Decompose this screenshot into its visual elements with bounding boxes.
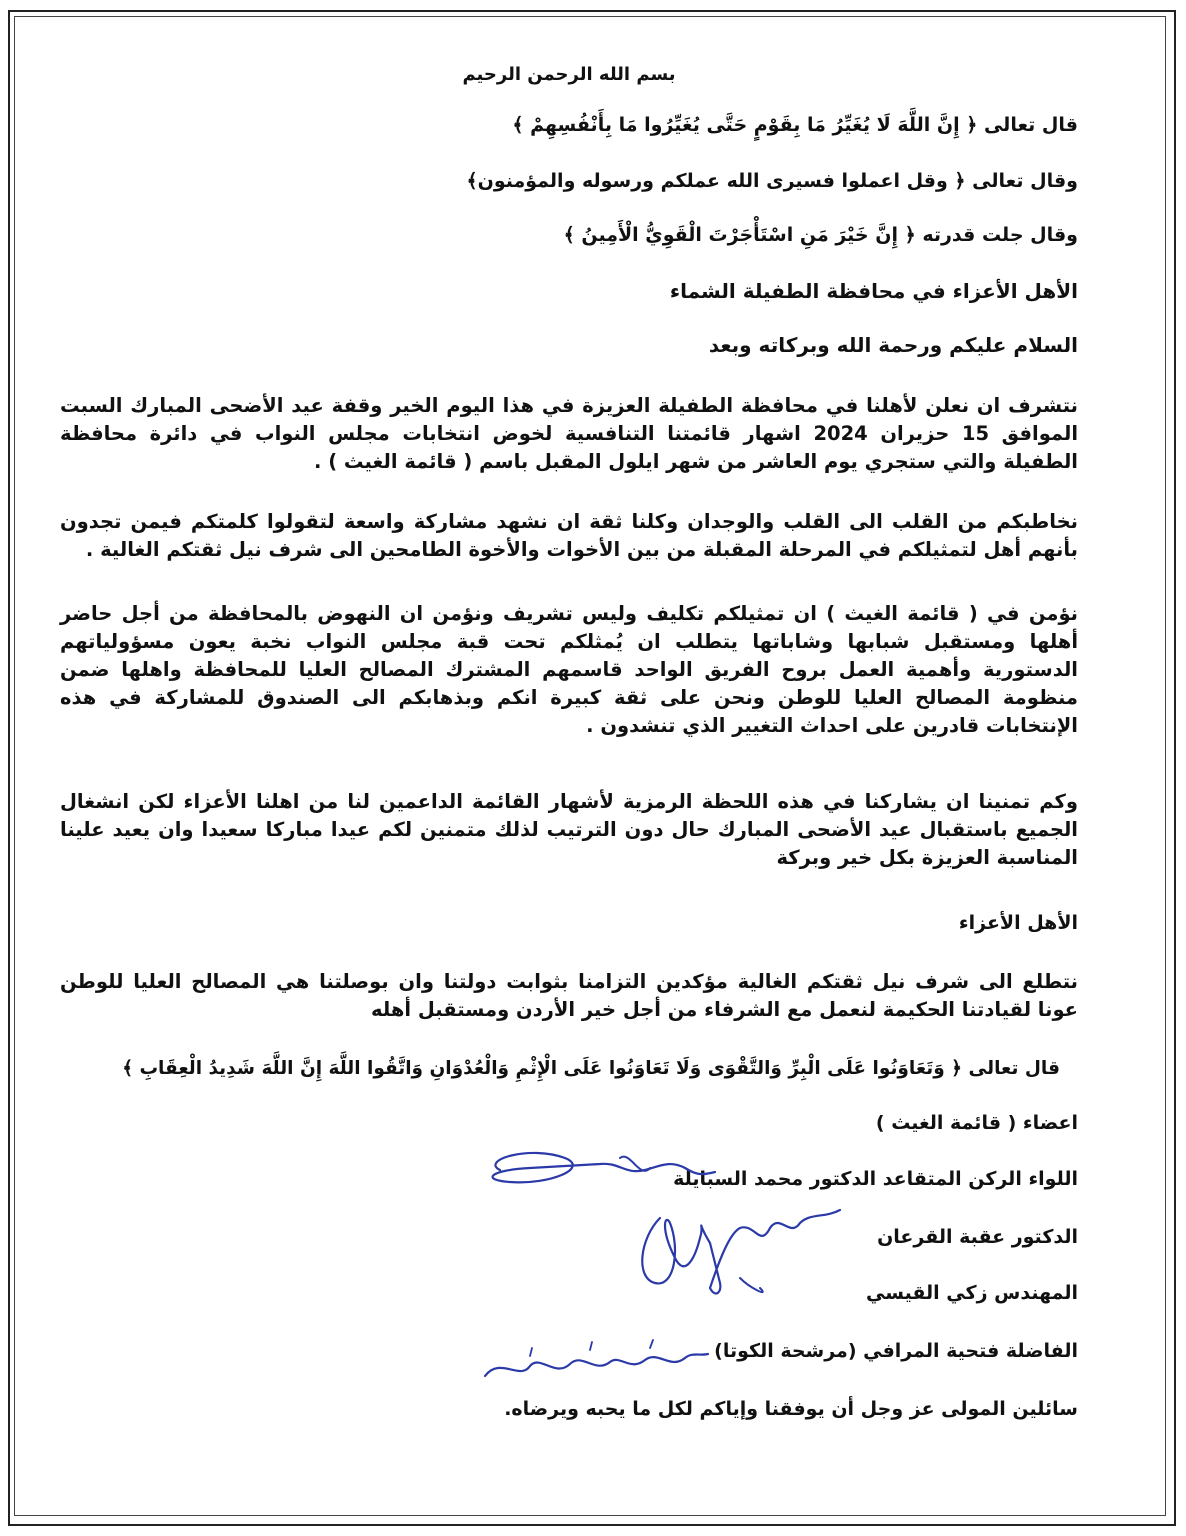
paragraph-announcement: نتشرف ان نعلن لأهلنا في محافظة الطفيلة العزيزة في هذا اليوم الخير وقفة عيد الأضحى المبارك السبت الموافق 15 حزيران 2024 اشهار قائمتنا التنافسية لخوض انتخابات مجلس النواب في دائرة محافظة الطفيلة والتي ستجري يوم العاشر من شهر ايلول المقبل باسم ( قائمة الغيث ) . <box>60 394 1079 473</box>
greeting: السلام عليكم ورحمة الله وبركاته وبعد <box>708 333 1078 357</box>
verse-3: وقال جلت قدرته ﴿ إِنَّ خَيْرَ مَنِ اسْتَأْجَرْتَ الْقَوِيُّ الْأَمِينُ ﴾ <box>563 224 1078 246</box>
addressee-2: الأهل الأعزاء <box>958 912 1078 934</box>
verse-1: قال تعالى ﴿ إِنَّ اللَّهَ لَا يُغَيِّرُ مَا بِقَوْمٍ حَتَّى يُغَيِّرُوا مَا بِأَنْفُسِهِمْ ﴾ <box>512 114 1078 136</box>
verse-2: وقال تعالى ﴿ وقل اعملوا فسيرى الله عملكم ورسوله والمؤمنون﴾ <box>466 170 1078 192</box>
paragraph-aspiration: نتطلع الى شرف نيل ثقتكم الغالية مؤكدين التزامنا بثوابت دولتنا وان بوصلتنا هي المصالح العليا للوطن عونا لقيادتنا الحكيمة لنعمل مع الشرفاء من أجل خير الأردن ومستقبل أهله <box>60 970 1078 1021</box>
member-1: اللواء الركن المتقاعد الدكتور محمد السبايلة <box>673 1168 1078 1190</box>
member-3: المهندس زكي القيسي <box>866 1282 1078 1304</box>
paragraph-address: نخاطبكم من القلب الى القلب والوجدان وكلنا ثقة ان نشهد مشاركة واسعة لتقولوا كلمتكم فيمن تجدون بأنهم أهل لتمثيلكم في المرحلة المقبلة من بين الأخوات والأخوة الطامحين الى شرف نيل ثقتكم الغالية . <box>60 510 1078 561</box>
addressee: الأهل الأعزاء في محافظة الطفيلة الشماء <box>669 279 1078 303</box>
basmala: بسم الله الرحمن الرحيم <box>462 64 676 85</box>
paragraph-wishes: وكم تمنينا ان يشاركنا في هذه اللحظة الرمزية لأشهار القائمة الداعمين لنا من اهلنا الأعزاء لكن انشغال الجميع باستقبال عيد الأضحى المبارك حال دون الترتيب لذلك متمنين لكم عيدا مباركا سعيدا وان يعيد علينا المناسبة العزيزة بكل خير وبركة <box>60 790 1078 869</box>
member-4: الفاضلة فتحية المرافي (مرشحة الكوتا) <box>714 1340 1078 1362</box>
paragraph-belief: نؤمن في ( قائمة الغيث ) ان تمثيلكم تكليف وليس تشريف ونؤمن ان النهوض بالمحافظة من أجل حاضر أهلها ومستقبل شبابها وشاباتها يتطلب ان يُمثلكم تحت قبة مجلس النواب نخبة يعون مسؤولياتهم الدستورية وأهمية العمل بروح الفريق الواحد قاسمهم المشترك المصالح العليا للمحافظة واهلها ضمن منظومة المصالح العليا للوطن ونحن على ثقة كبيرة انكم وبذهابكم الى الصندوق للمشاركة في هذه الإنتخابات قادرين على احداث التغيير الذي تنشدون . <box>60 602 1078 737</box>
members-heading: اعضاء ( قائمة الغيث ) <box>875 1112 1078 1134</box>
verse-4: قال تعالى ﴿ وَتَعَاوَنُوا عَلَى الْبِرِّ وَالتَّقْوَى وَلَا تَعَاوَنُوا عَلَى الْإِثْمِ وَالْعُدْوَانِ وَاتَّقُوا اللَّهَ إِنَّ اللَّهَ شَدِيدُ الْعِقَابِ ﴾ <box>122 1058 1060 1079</box>
letter-page <box>60 0 1078 1536</box>
member-2: الدكتور عقبة القرعان <box>877 1226 1078 1248</box>
closing: سائلين المولى عز وجل أن يوفقنا وإياكم لكل ما يحبه ويرضاه. <box>504 1398 1078 1420</box>
